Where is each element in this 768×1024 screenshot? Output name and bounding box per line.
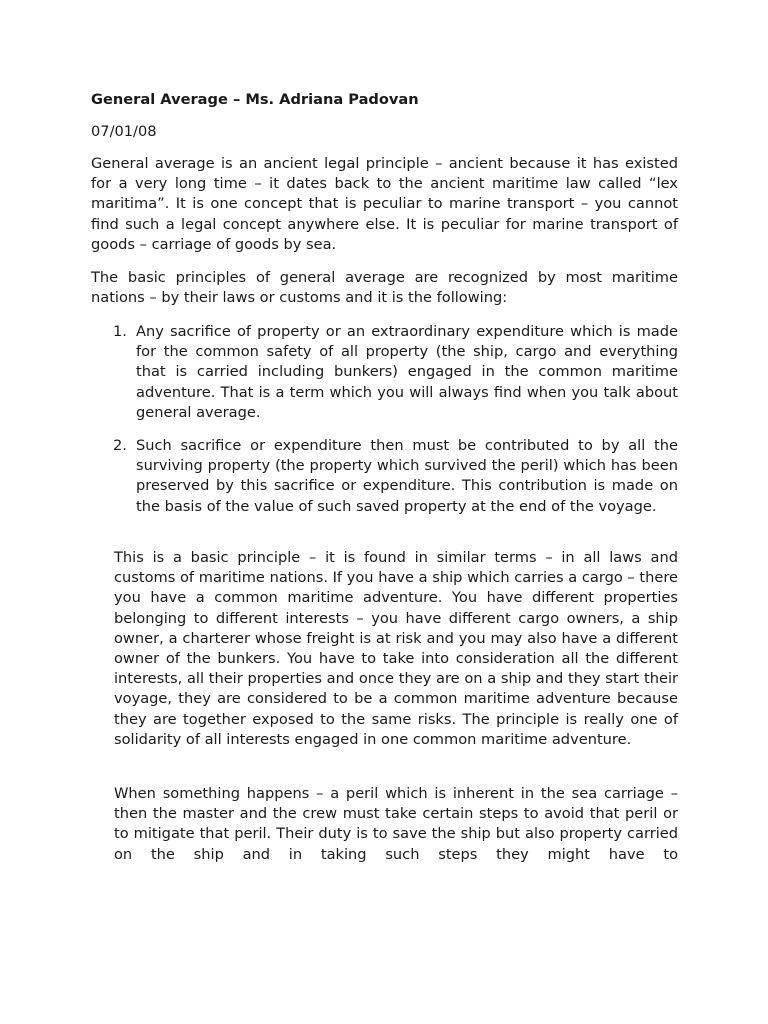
principles-list: [91, 322, 678, 517]
list-item-text: Such sacrifice or expenditure then must be contributed to by all the surviving property (the property which survived the peril) which has been preserved by this sacrifice or expenditure. This contribution is made on the basis of the value of such saved property at the end of the voyage.: [136, 437, 678, 515]
body-paragraph: This is a basic principle – it is found in similar terms – in all laws and customs of maritime nations. If you have a ship which carries a cargo – there you have a common maritime adventure. You have different properties belonging to different interests – you have different cargo owners, a ship owner, a charterer whose freight is at risk and you may also have a different owner of the bunkers. You have to take into consideration all the different interests, all their properties and once they are on a ship and they start their voyage, they are considered to be a common maritime adventure because they are together exposed to the same risks. The principle is really one of solidarity of all interests engaged in one common maritime adventure.: [114, 549, 678, 748]
intro-paragraph: General average is an ancient legal principle – ancient because it has existed for a very long time – it dates back to the ancient maritime law called “lex maritima”. It is one concept that is peculiar to marine transport – you cannot find such a legal concept anywhere else. It is peculiar for marine transport of goods – carriage of goods by sea.: [91, 155, 678, 253]
list-item-text: Any sacrifice of property or an extraordinary expenditure which is made for the common safety of all property (the ship, cargo and everything that is carried including bunkers) engaged in the common maritime adventure. That is a term which you will always find when you talk about general average.: [136, 323, 678, 421]
body-paragraph: When something happens – a peril which is inherent in the sea carriage – then the master and the crew must take certain steps to avoid that peril or to mitigate that peril. Their duty is to save the ship but also property carried on the ship and in taking such steps they might have to: [114, 785, 678, 863]
list-item: [91, 436, 678, 517]
document-date: 07/01/08: [91, 123, 157, 140]
principles-paragraph: The basic principles of general average are recognized by most maritime nations – by their laws or customs and it is the following:: [91, 269, 678, 307]
list-item-number: 2.: [113, 437, 127, 455]
list-item-number: 1.: [113, 323, 127, 340]
list-item: [91, 322, 678, 423]
document-title: General Average – Ms. Adriana Padovan: [91, 91, 419, 108]
